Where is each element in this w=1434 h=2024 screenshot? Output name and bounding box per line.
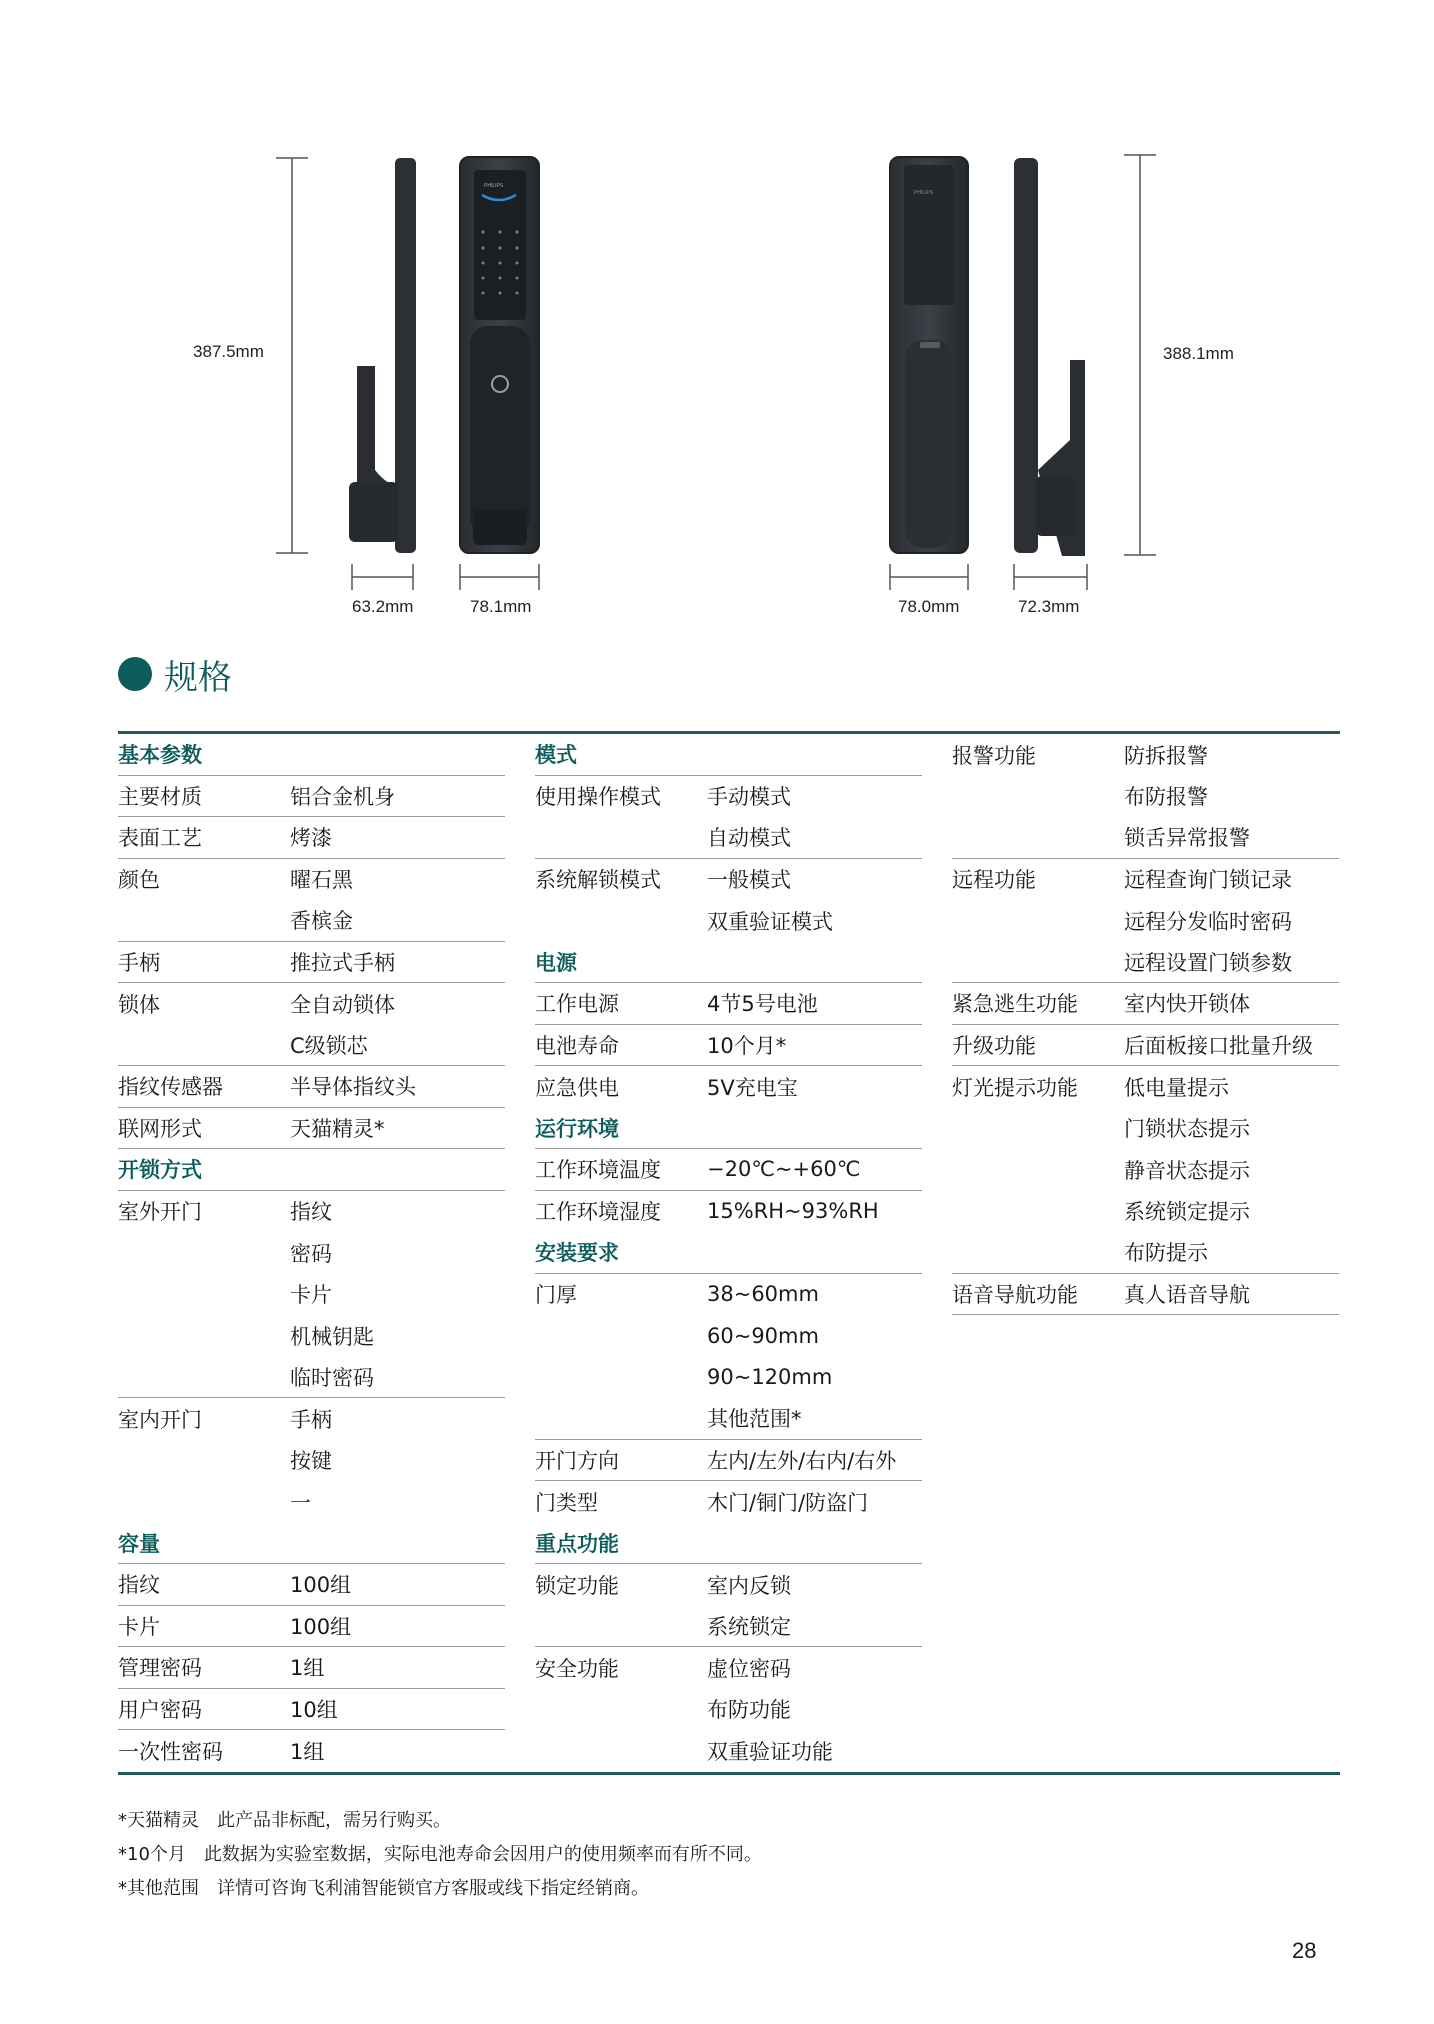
- spec-row: [952, 1274, 1339, 1316]
- spec-key: 灯光提示功能: [952, 1075, 1078, 1100]
- spec-key: 电源: [535, 950, 577, 975]
- spec-value: 半导体指纹头: [290, 1075, 416, 1100]
- spec-value: 4节5号电池: [707, 992, 818, 1017]
- spec-value: 烤漆: [290, 826, 332, 851]
- spec-key: 语音导航功能: [952, 1282, 1078, 1307]
- spec-value: 远程设置门锁参数: [1124, 950, 1292, 975]
- spec-key: 电池寿命: [535, 1033, 619, 1058]
- spec-title: 规格: [164, 657, 232, 698]
- spec-row: [535, 900, 922, 942]
- lock-illustrations: [0, 0, 1434, 640]
- spec-value: 38~60mm: [707, 1282, 819, 1307]
- spec-key: 锁体: [118, 992, 160, 1017]
- front-brand-logo: PHILIPS: [484, 183, 504, 189]
- spec-value: 手柄: [290, 1407, 332, 1432]
- spec-row: [535, 1066, 922, 1108]
- spec-section-header: [535, 1523, 922, 1565]
- front-bottom-dimensions: [352, 564, 539, 590]
- spec-value: 系统锁定提示: [1124, 1200, 1250, 1225]
- front-side-profile: [349, 158, 416, 553]
- spec-value: 5V充电宝: [707, 1075, 798, 1100]
- spec-section-header: [535, 1232, 922, 1274]
- spec-value: 布防功能: [707, 1698, 791, 1723]
- spec-value: 门锁状态提示: [1124, 1117, 1250, 1142]
- spec-row: [535, 1149, 922, 1191]
- footnote-key: *其他范围: [118, 1878, 199, 1899]
- spec-row: [952, 1191, 1339, 1233]
- spec-value: 布防提示: [1124, 1241, 1208, 1266]
- spec-value: −20℃~+60℃: [707, 1157, 861, 1182]
- back-panel: [890, 157, 968, 553]
- spec-key: 工作电源: [535, 992, 619, 1017]
- spec-row: [535, 1730, 922, 1772]
- spec-value: 室内快开锁体: [1124, 992, 1250, 1017]
- spec-value: 锁舌异常报警: [1124, 826, 1250, 851]
- spec-row: [118, 1440, 505, 1482]
- spec-row: [952, 817, 1339, 859]
- spec-row: [535, 1315, 922, 1357]
- back-height-dimension: [1124, 155, 1156, 555]
- spec-key: 使用操作模式: [535, 785, 661, 810]
- footnote-text: 此产品非标配，需另行购买。: [217, 1810, 451, 1831]
- spec-key: 室内开门: [118, 1407, 202, 1432]
- spec-value: 一: [290, 1490, 311, 1515]
- spec-value: 低电量提示: [1124, 1075, 1229, 1100]
- spec-value: 指纹: [290, 1200, 332, 1225]
- spec-row: [118, 1730, 505, 1772]
- spec-row: [535, 817, 922, 859]
- spec-key: 用户密码: [118, 1697, 202, 1722]
- spec-value: 100组: [290, 1614, 352, 1639]
- spec-row: [952, 734, 1339, 776]
- spec-key: 升级功能: [952, 1033, 1036, 1058]
- spec-value: 防拆报警: [1124, 743, 1208, 768]
- spec-key: 主要材质: [118, 784, 202, 809]
- spec-row: [535, 1440, 922, 1482]
- footnotes: [118, 1804, 762, 1906]
- footnote-key: *10个月: [118, 1844, 186, 1865]
- spec-key: 工作环境湿度: [535, 1200, 661, 1225]
- spec-value: 60~90mm: [707, 1323, 819, 1348]
- spec-row: [535, 983, 922, 1025]
- spec-key: 紧急逃生功能: [952, 992, 1078, 1017]
- spec-value: 香槟金: [290, 909, 353, 934]
- spec-key: 安全功能: [535, 1656, 619, 1681]
- spec-row: [952, 1025, 1339, 1067]
- spec-value: 曜石黑: [290, 868, 353, 893]
- spec-value: 90~120mm: [707, 1365, 833, 1390]
- spec-row: [952, 1232, 1339, 1274]
- spec-value: 铝合金机身: [290, 784, 395, 809]
- spec-value: 10个月*: [707, 1033, 787, 1058]
- spec-key: 应急供电: [535, 1075, 619, 1100]
- spec-row: [118, 983, 505, 1025]
- spec-value: 远程查询门锁记录: [1124, 868, 1292, 893]
- spec-row: [118, 1315, 505, 1357]
- spec-heading: [118, 650, 232, 698]
- spec-value: 布防报警: [1124, 785, 1208, 810]
- spec-column: [535, 734, 922, 1772]
- spec-key: 报警功能: [952, 743, 1036, 768]
- spec-key: 远程功能: [952, 868, 1036, 893]
- spec-key: 锁定功能: [535, 1573, 619, 1598]
- spec-value: 天猫精灵*: [290, 1116, 385, 1141]
- spec-row: [118, 900, 505, 942]
- spec-row: [535, 1025, 922, 1067]
- spec-key: 手柄: [118, 950, 160, 975]
- spec-key: 表面工艺: [118, 826, 202, 851]
- spec-value: 自动模式: [707, 826, 791, 851]
- spec-value: 机械钥匙: [290, 1324, 374, 1349]
- spec-value: 真人语音导航: [1124, 1282, 1250, 1307]
- spec-key: 系统解锁模式: [535, 868, 661, 893]
- spec-value: 一般模式: [707, 868, 791, 893]
- spec-row: [535, 1564, 922, 1606]
- spec-row: [535, 1606, 922, 1648]
- back-height-label: 388.1mm: [1163, 344, 1234, 363]
- spec-row: [535, 1191, 922, 1233]
- spec-row: [118, 1232, 505, 1274]
- spec-table: [118, 731, 1340, 1775]
- heading-bullet-icon: [118, 657, 152, 691]
- spec-key: 一次性密码: [118, 1739, 223, 1764]
- spec-row: [118, 776, 505, 818]
- spec-key: 管理密码: [118, 1656, 202, 1681]
- front-panel: [460, 157, 539, 553]
- spec-row: [952, 1149, 1339, 1191]
- footnote: [118, 1872, 762, 1906]
- spec-value: 1组: [290, 1739, 325, 1764]
- spec-row: [118, 1481, 505, 1523]
- spec-row: [118, 1357, 505, 1399]
- spec-section-header: [535, 734, 922, 776]
- spec-column: [118, 734, 505, 1772]
- front-depth-label: 63.2mm: [352, 597, 414, 616]
- spec-key: 开门方向: [535, 1448, 619, 1473]
- spec-row: [118, 1564, 505, 1606]
- spec-value: 10组: [290, 1697, 338, 1722]
- spec-row: [535, 1647, 922, 1689]
- spec-value: 远程分发临时密码: [1124, 909, 1292, 934]
- spec-section-header: [118, 1523, 505, 1565]
- spec-row: [952, 1066, 1339, 1108]
- footnote: [118, 1804, 762, 1838]
- spec-value: 推拉式手柄: [290, 950, 395, 975]
- spec-row: [118, 859, 505, 901]
- spec-key: 模式: [535, 743, 577, 768]
- spec-row: [118, 817, 505, 859]
- spec-row: [118, 1398, 505, 1440]
- spec-key: 安装要求: [535, 1241, 619, 1266]
- spec-value: 系统锁定: [707, 1614, 791, 1639]
- spec-value: 静音状态提示: [1124, 1158, 1250, 1183]
- spec-key: 室外开门: [118, 1200, 202, 1225]
- spec-row: [118, 1274, 505, 1316]
- spec-value: 密码: [290, 1241, 332, 1266]
- footnote-text: 详情可咨询飞利浦智能锁官方客服或线下指定经销商。: [217, 1878, 649, 1899]
- product-drawings: [0, 0, 1434, 640]
- spec-row: [535, 1398, 922, 1440]
- back-width-label: 78.0mm: [898, 597, 960, 616]
- spec-key: 开锁方式: [118, 1158, 202, 1183]
- spec-key: 联网形式: [118, 1116, 202, 1141]
- spec-row: [535, 1274, 922, 1316]
- spec-key: 基本参数: [118, 743, 202, 768]
- spec-row: [118, 1606, 505, 1648]
- spec-key: 容量: [118, 1531, 160, 1556]
- spec-value: 木门/铜门/防盗门: [707, 1490, 869, 1515]
- spec-key: 重点功能: [535, 1531, 619, 1556]
- back-bottom-dimensions: [890, 564, 1087, 590]
- spec-row: [118, 1647, 505, 1689]
- spec-row: [952, 776, 1339, 818]
- back-brand-logo: PHILIPS: [914, 190, 934, 196]
- spec-columns: [118, 734, 1340, 1772]
- spec-value: 后面板接口批量升级: [1124, 1033, 1313, 1058]
- spec-value: 卡片: [290, 1283, 332, 1308]
- spec-value: C级锁芯: [290, 1033, 368, 1058]
- footnote-key: *天猫精灵: [118, 1810, 199, 1831]
- spec-value: 双重验证功能: [707, 1739, 833, 1764]
- spec-value: 左内/左外/右内/右外: [707, 1448, 897, 1473]
- spec-key: 门厚: [535, 1283, 577, 1308]
- spec-row: [952, 859, 1339, 901]
- spec-row: [952, 983, 1339, 1025]
- spec-value: 按键: [290, 1449, 332, 1474]
- spec-row: [118, 942, 505, 984]
- footnote-text: 此数据为实验室数据，实际电池寿命会因用户的使用频率而有所不同。: [203, 1844, 762, 1865]
- spec-value: 临时密码: [290, 1365, 374, 1390]
- footnote: [118, 1838, 762, 1872]
- spec-row: [535, 1481, 922, 1523]
- spec-value: 手动模式: [707, 785, 791, 810]
- spec-key: 门类型: [535, 1490, 598, 1515]
- spec-row: [535, 1689, 922, 1731]
- spec-row: [535, 776, 922, 818]
- spec-row: [118, 1108, 505, 1150]
- page-number: 28: [1292, 1938, 1317, 1963]
- spec-section-header: [118, 734, 505, 776]
- front-width-label: 78.1mm: [470, 597, 532, 616]
- spec-row: [535, 859, 922, 901]
- spec-row: [118, 1689, 505, 1731]
- spec-key: 运行环境: [535, 1116, 619, 1141]
- spec-value: 100组: [290, 1573, 352, 1598]
- front-height-dimension: [276, 158, 308, 553]
- spec-row: [118, 1025, 505, 1067]
- spec-value: 1组: [290, 1656, 325, 1681]
- spec-row: [535, 1357, 922, 1399]
- back-side-profile: [1014, 158, 1085, 556]
- spec-section-header: [535, 1108, 922, 1150]
- spec-value: 其他范围*: [707, 1407, 802, 1432]
- spec-key: 指纹: [118, 1573, 160, 1598]
- spec-section-header: [535, 942, 922, 984]
- spec-row: [952, 1108, 1339, 1150]
- spec-column: [952, 734, 1339, 1772]
- spec-key: 指纹传感器: [118, 1075, 223, 1100]
- spec-row: [952, 900, 1339, 942]
- spec-row: [118, 1066, 505, 1108]
- spec-value: 双重验证模式: [707, 909, 833, 934]
- spec-key: 颜色: [118, 868, 160, 893]
- spec-value: 室内反锁: [707, 1573, 791, 1598]
- spec-value: 15%RH~93%RH: [707, 1199, 879, 1224]
- back-depth-label: 72.3mm: [1018, 597, 1080, 616]
- spec-value: 全自动锁体: [290, 992, 395, 1017]
- spec-row: [118, 1191, 505, 1233]
- spec-value: 虚位密码: [707, 1656, 791, 1681]
- spec-key: 工作环境温度: [535, 1158, 661, 1183]
- spec-section-header: [118, 1149, 505, 1191]
- spec-row: [952, 942, 1339, 984]
- front-height-label: 387.5mm: [193, 342, 264, 361]
- spec-key: 卡片: [118, 1614, 160, 1639]
